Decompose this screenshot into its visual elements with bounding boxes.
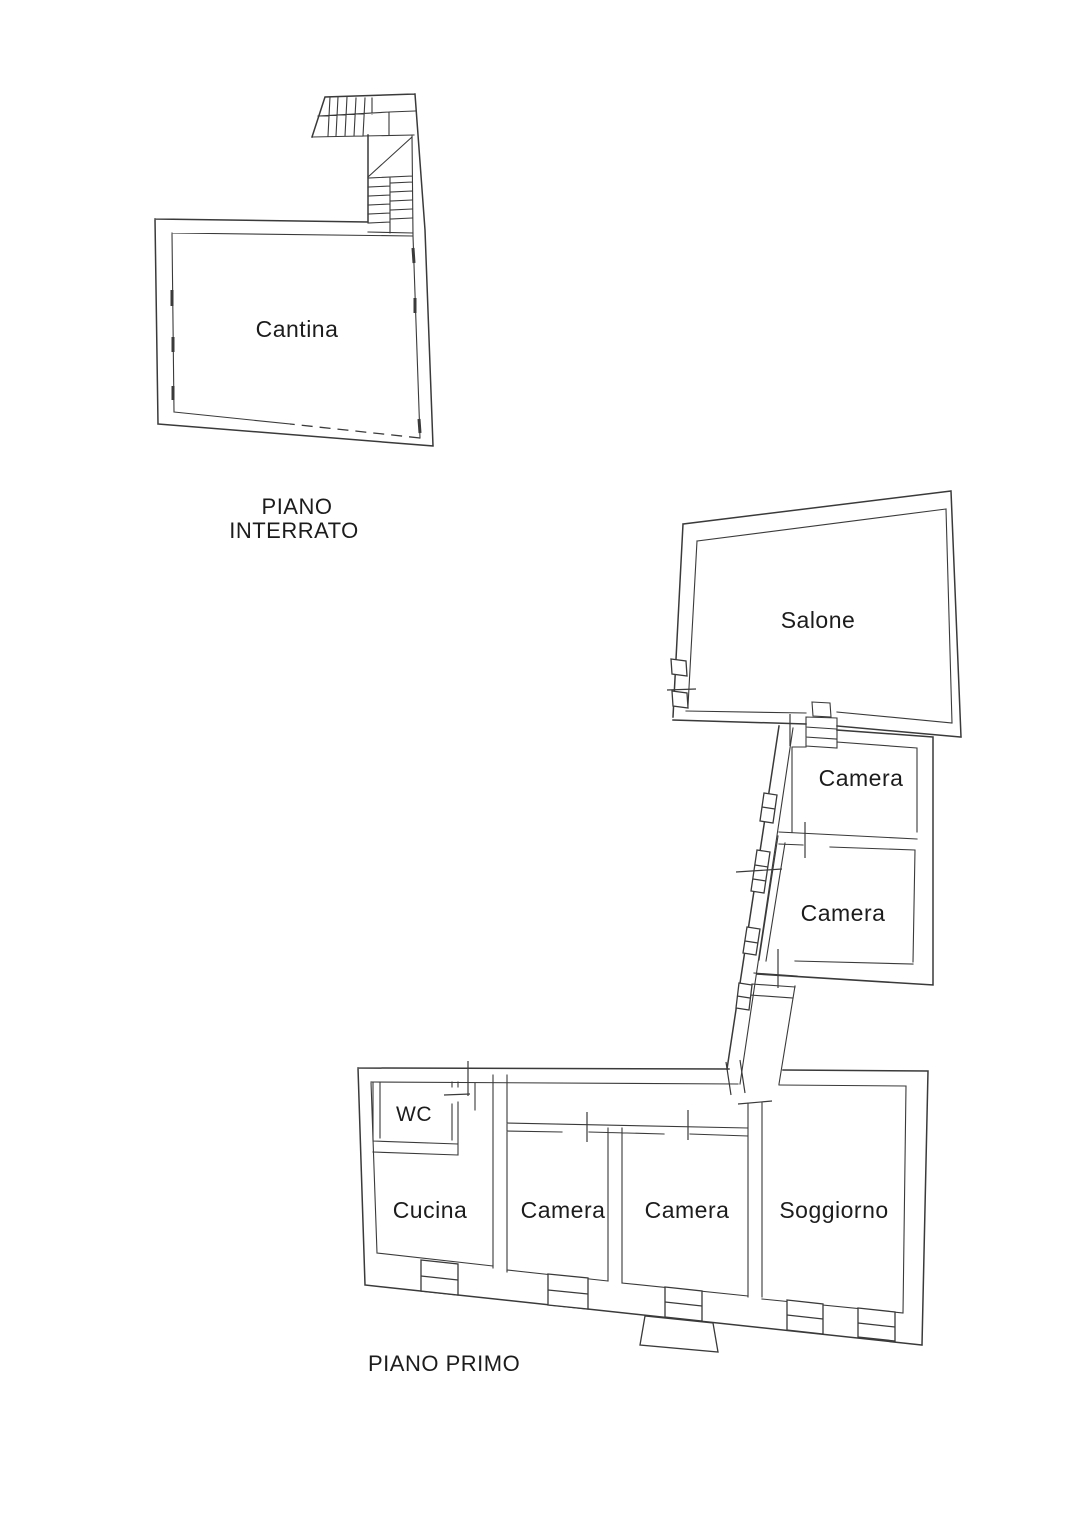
room-label-soggiorno: Soggiorno xyxy=(779,1197,889,1223)
corridor-west-wall-inner xyxy=(740,728,793,1084)
piano-primo xyxy=(358,1060,928,1376)
primo-dividers xyxy=(475,1075,762,1297)
room-label-wc: WC xyxy=(396,1103,432,1126)
room-label-cucina: Cucina xyxy=(392,1197,468,1223)
piano-interrato xyxy=(155,94,433,543)
room-label-cantina: Cantina xyxy=(255,316,339,342)
room-label-camera-upper-1: Camera xyxy=(818,765,904,791)
staircase-flight-lines xyxy=(312,97,415,235)
floor-label-interrato-line2: INTERRATO xyxy=(229,518,359,543)
room-label-camera-pp-2: Camera xyxy=(644,1197,730,1223)
primo-door-ticks xyxy=(468,1060,772,1142)
upper-wing xyxy=(667,491,961,1084)
staircase xyxy=(312,97,415,235)
floor-label-interrato-line1: PIANO xyxy=(261,494,333,519)
room-label-camera-upper-2: Camera xyxy=(800,900,886,926)
corridor-west-wall-outer xyxy=(727,726,779,1069)
room-label-camera-pp-1: Camera xyxy=(520,1197,606,1223)
room-label-salone: Salone xyxy=(780,607,856,633)
floor-label-primo: PIANO PRIMO xyxy=(368,1351,521,1376)
wc-door-tick xyxy=(444,1094,470,1095)
corridor-window-2 xyxy=(751,850,770,893)
cantina-outer-walls xyxy=(155,94,433,446)
salone-window xyxy=(671,659,688,708)
salone-window-tick xyxy=(667,689,696,690)
primo-windows xyxy=(421,1260,895,1352)
salone-steps xyxy=(790,702,837,748)
